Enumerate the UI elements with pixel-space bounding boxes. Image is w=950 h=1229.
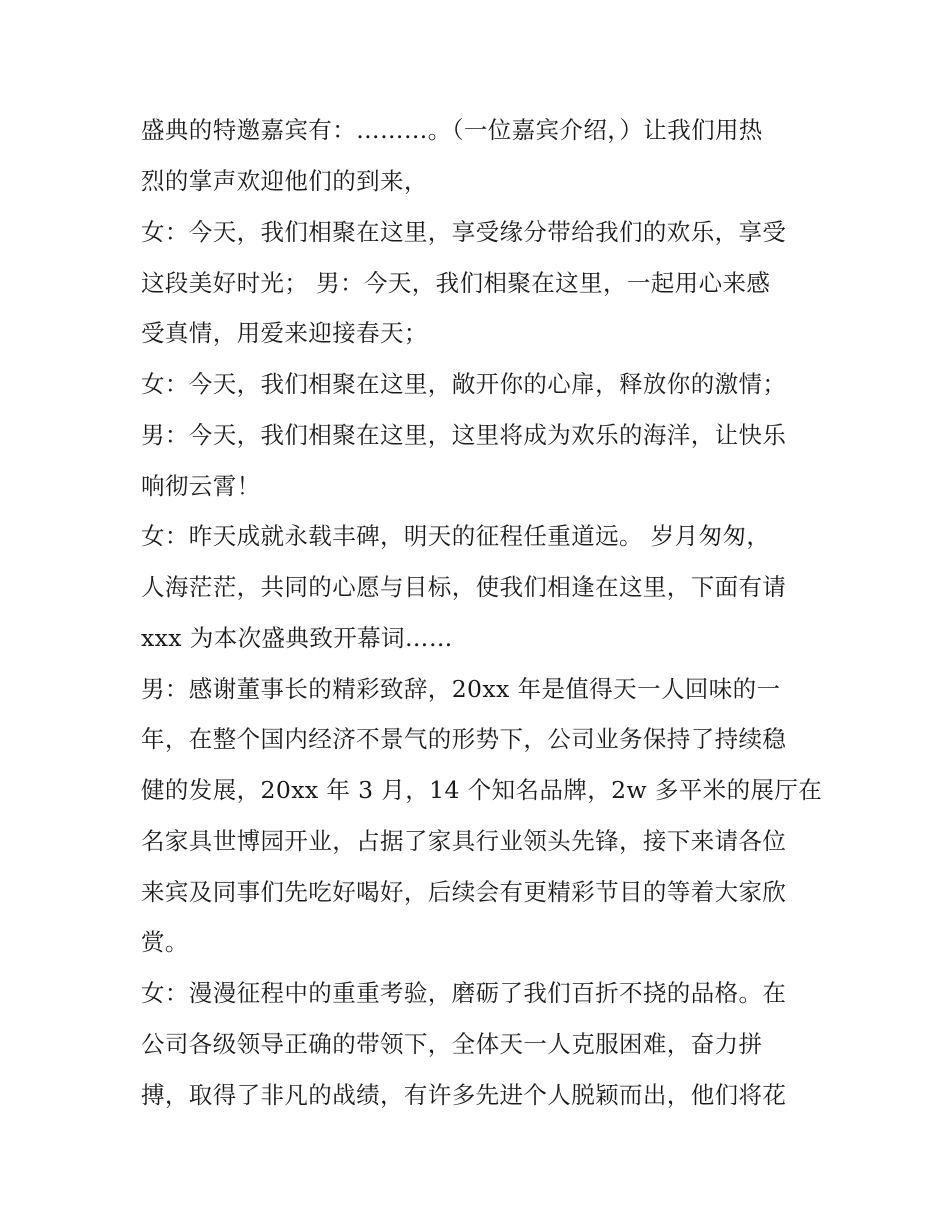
text-line: 赏。 (141, 928, 189, 956)
text-line: 这段美好时光； 男：今天，我们相聚在这里，一起用心来感 (141, 269, 771, 297)
text-line: 来宾及同事们先吃好喝好，后续会有更精彩节目的等着大家欣 (141, 878, 787, 906)
text-line: 男：今天，我们相聚在这里，这里将成为欢乐的海洋，让快乐 (141, 421, 787, 449)
text-line: 女：今天，我们相聚在这里，享受缘分带给我们的欢乐，享受 (141, 218, 787, 246)
text-line: 受真情，用爱来迎接春天； (141, 319, 428, 347)
text-line: 健的发展，20xx 年 3 月，14 个知名品牌，2w 多平米的展厅在 (141, 776, 823, 804)
text-line: 公司各级领导正确的带领下，全体天一人克服困难，奋力拼 (141, 1030, 763, 1058)
text-line: 名家具世博园开业，占据了家具行业领头先锋，接下来请各位 (141, 827, 787, 855)
text-line: 女：昨天成就永载丰碑，明天的征程任重道远。 岁月匆匆， (141, 522, 771, 550)
text-line: 烈的掌声欢迎他们的到来， (141, 167, 428, 195)
text-line: 盛典的特邀嘉宾有：………。（一位嘉宾介绍，）让我们用热 (141, 116, 763, 144)
text-line: 女：漫漫征程中的重重考验，磨砺了我们百折不挠的品格。在 (141, 979, 787, 1007)
text-line: 搏，取得了非凡的战绩，有许多先进个人脱颖而出，他们将花 (141, 1081, 787, 1109)
text-line: 年，在整个国内经济不景气的形势下，公司业务保持了持续稳 (141, 725, 787, 753)
text-line: 响彻云霄！ (141, 472, 261, 500)
text-line: xxx 为本次盛典致开幕词…… (141, 624, 453, 652)
text-line: 人海茫茫，共同的心愿与目标，使我们相逢在这里，下面有请 (141, 573, 787, 601)
text-line: 女：今天，我们相聚在这里，敞开你的心扉，释放你的激情； (141, 370, 787, 398)
text-line: 男：感谢董事长的精彩致辞，20xx 年是值得天一人回味的一 (141, 675, 781, 703)
